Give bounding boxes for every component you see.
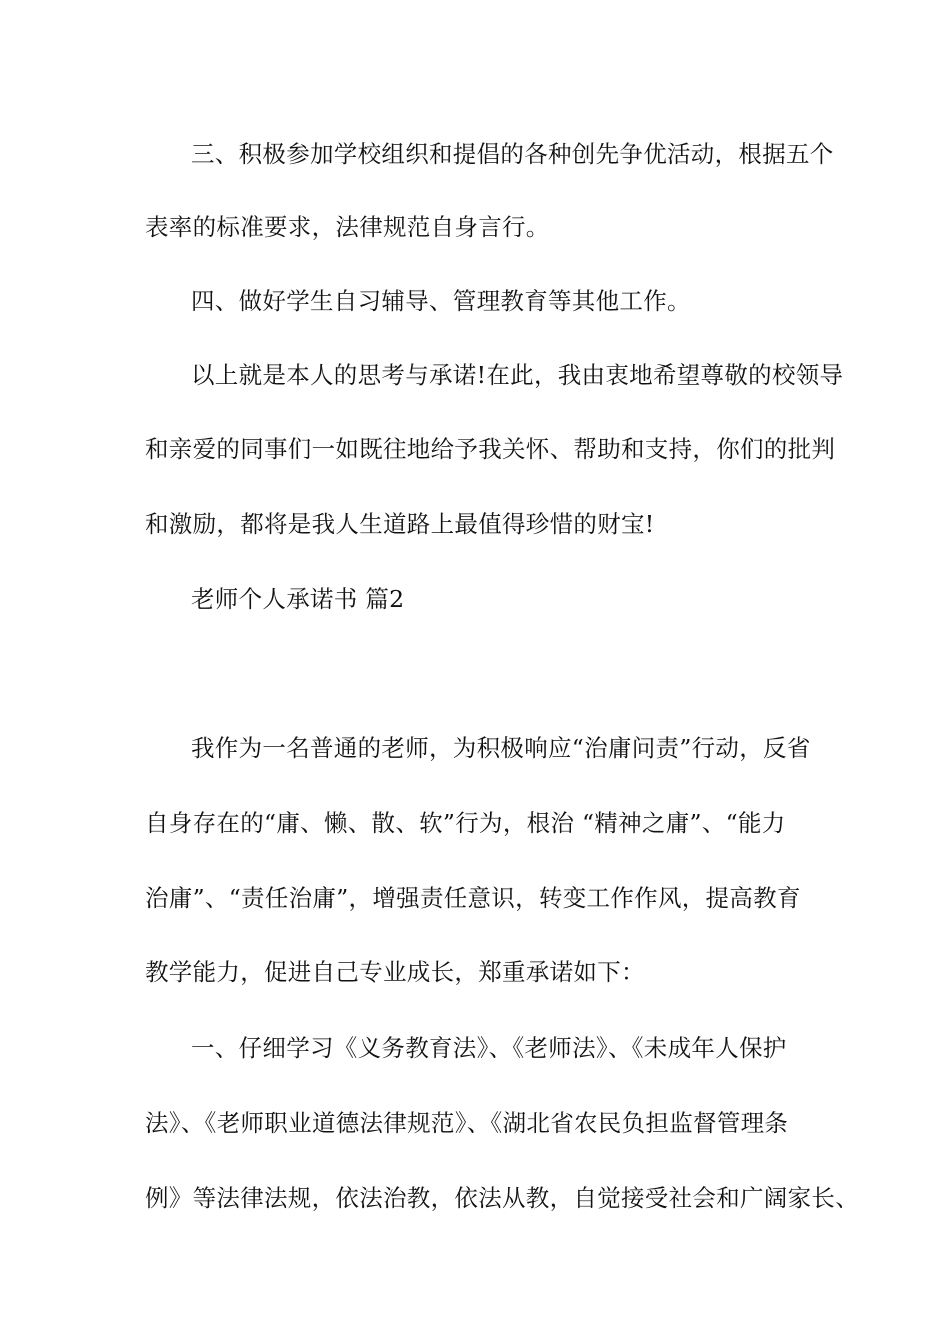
paragraph-line: 法》、《老师职业道德法律规范》、《湖北省农民负担监督管理条 (145, 1109, 789, 1137)
paragraph-line: 教学能力，促进自己专业成长，郑重承诺如下： (145, 958, 645, 986)
paragraph-line: 我作为一名普通的老师，为积极响应“治庸问责”行动，反省 (191, 734, 811, 762)
paragraph-line: 表率的标准要求，法律规范自身言行。 (145, 213, 550, 241)
paragraph-line: 自身存在的“庸、懒、散、软”行为，根治 “精神之庸”、“能力 (145, 809, 786, 837)
paragraph-line: 三、积极参加学校组织和提倡的各种创先争优活动，根据五个 (191, 140, 834, 168)
section-heading: 老师个人承诺书 篇2 (191, 585, 405, 613)
paragraph-line: 和激励，都将是我人生道路上最值得珍惜的财宝! (145, 510, 655, 538)
paragraph-line: 四、做好学生自习辅导、管理教育等其他工作。 (191, 287, 691, 315)
paragraph-line: 和亲爱的同事们一如既往地给予我关怀、帮助和支持，你们的批判 (145, 435, 836, 463)
paragraph-line: 一、仔细学习《义务教育法》、《老师法》、《未成年人保护 (191, 1034, 787, 1062)
paragraph-line: 例》等法律法规，依法治教，依法从教，自觉接受社会和广阔家长、 (145, 1184, 859, 1212)
paragraph-line: 以上就是本人的思考与承诺!在此，我由衷地希望尊敬的校领导 (191, 361, 844, 389)
paragraph-line: 治庸”、“责任治庸”，增强责任意识，转变工作作风，提高教育 (145, 884, 801, 912)
